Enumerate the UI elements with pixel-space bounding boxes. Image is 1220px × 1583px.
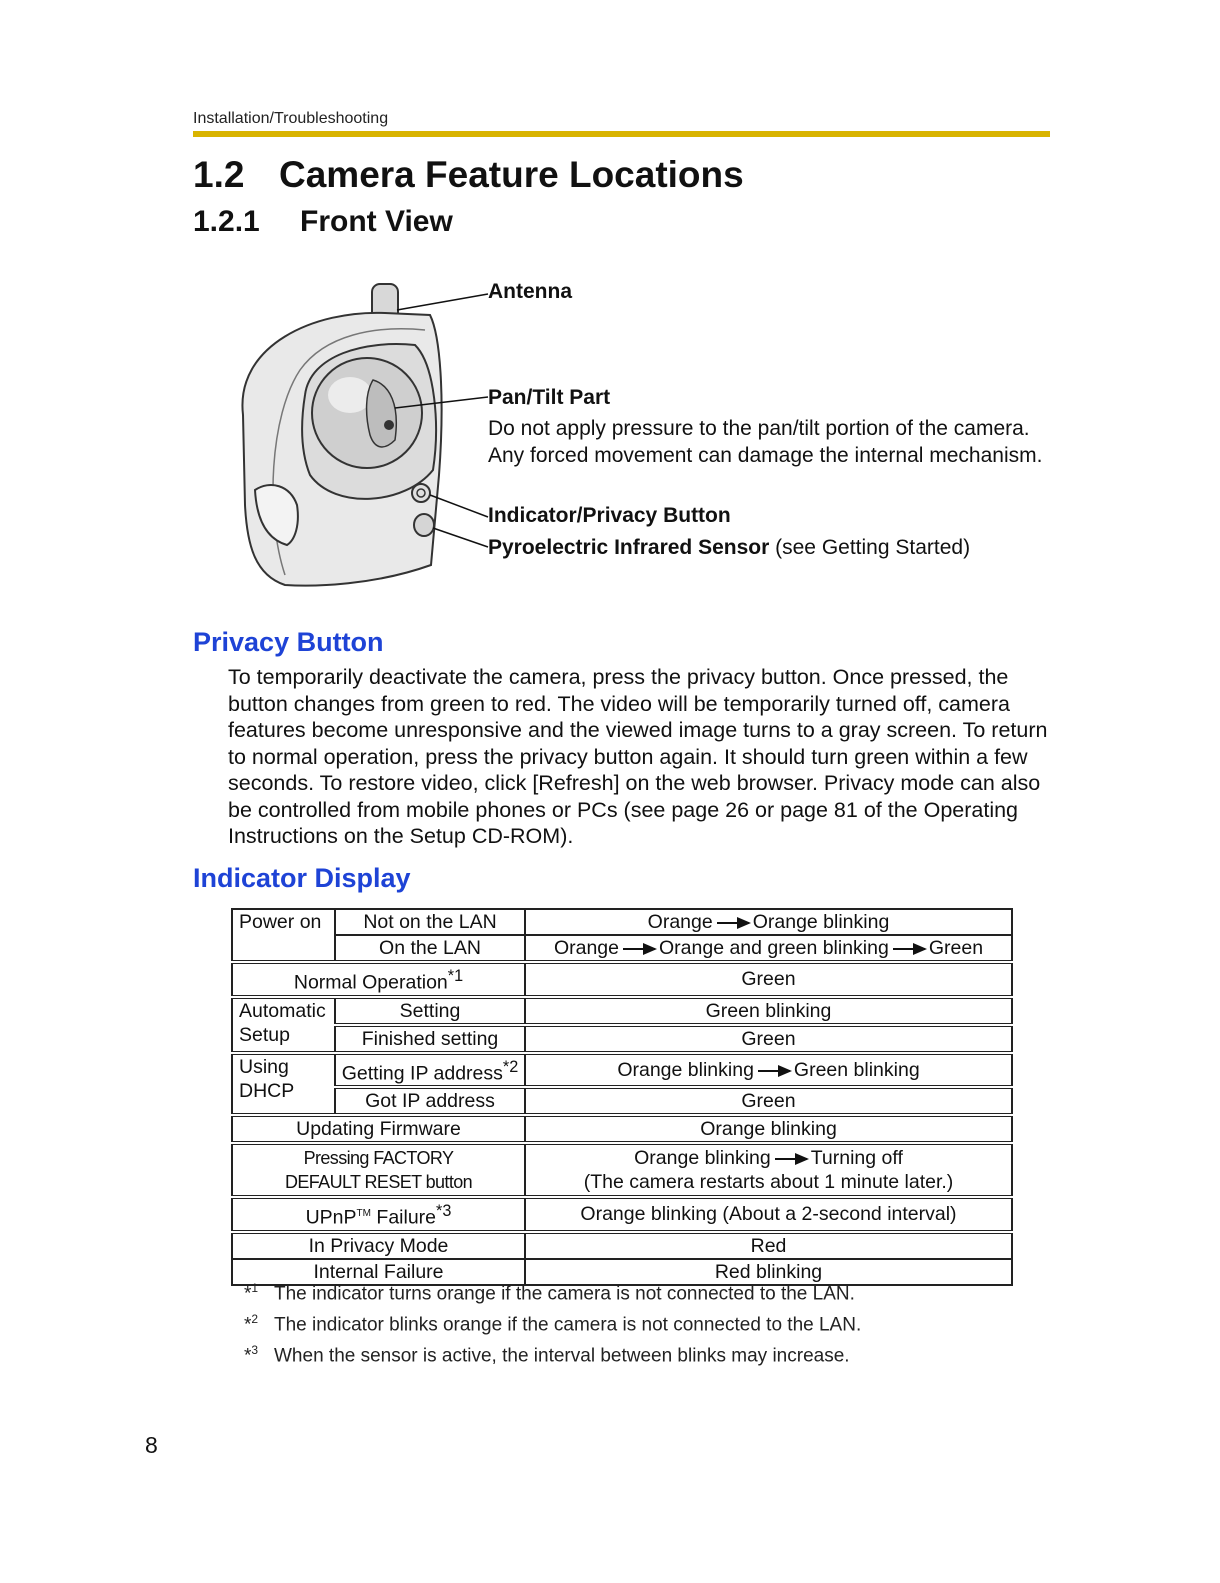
factory-reset-line1: Pressing FACTORY	[303, 1148, 454, 1168]
factory-reset-cell	[232, 1143, 525, 1197]
automatic-setup-cell: Automatic Setup	[232, 997, 335, 1053]
arrow-icon	[775, 1158, 807, 1160]
table-row	[232, 962, 1012, 997]
on-lan-value	[525, 935, 1012, 962]
table-row	[232, 997, 1012, 1025]
footnote-text: The indicator blinks orange if the camera is not connected to the LAN.	[274, 1314, 862, 1336]
camera-figure	[225, 275, 1043, 605]
not-on-lan-value	[525, 909, 1012, 935]
table-row	[232, 1143, 1012, 1197]
page-title	[193, 154, 744, 196]
updating-firmware-value: Orange blinking	[525, 1115, 1012, 1143]
using-dhcp-cell: Using DHCP	[232, 1053, 335, 1116]
value-green: Green	[928, 937, 984, 959]
setting-value: Green blinking	[525, 997, 1012, 1025]
getting-ip-cell	[335, 1053, 525, 1088]
footnote-number: 1	[251, 1281, 259, 1295]
arrow-icon	[623, 948, 655, 950]
footnotes	[244, 1276, 861, 1368]
table-row	[232, 1025, 1012, 1053]
value-orange-blinking: Orange blinking	[617, 1058, 754, 1081]
footnote-text: When the sensor is active, the interval between blinks may increase.	[274, 1344, 850, 1366]
table-row	[232, 909, 1012, 935]
setting-cell: Setting	[335, 997, 525, 1025]
section-label: Installation/Troubleshooting	[193, 110, 389, 127]
not-on-lan-cell: Not on the LAN	[335, 909, 525, 935]
indicator-heading: Indicator Display	[193, 863, 411, 893]
footnote	[244, 1276, 861, 1307]
upnp-failure-value: Orange blinking (About a 2-second interval)	[525, 1197, 1012, 1232]
indicator-table	[231, 908, 1013, 1286]
factory-reset-line2: DEFAULT RESET button	[284, 1172, 473, 1192]
pan-tilt-description: Do not apply pressure to the pan/tilt portion of the camera. Any forced movement can damage the internal mechanism.	[488, 417, 1043, 467]
footnote-mark: *	[244, 1344, 252, 1366]
antenna-callout	[488, 278, 572, 305]
finished-setting-value: Green	[525, 1025, 1012, 1053]
value-turning-off: Turning off	[810, 1147, 903, 1169]
footnote-number: 2	[251, 1311, 259, 1326]
pir-sensor-drawing	[414, 514, 434, 536]
on-lan-cell: On the LAN	[335, 935, 525, 962]
normal-operation-cell	[232, 962, 525, 997]
privacy-heading: Privacy Button	[193, 627, 384, 657]
arrow-icon	[717, 922, 749, 924]
sensor-leader	[433, 528, 488, 547]
value-orange: Orange	[647, 911, 713, 933]
table-row	[232, 1232, 1012, 1259]
value-orange-blinking: Orange blinking	[634, 1147, 771, 1169]
subsection-number: 1.2.1	[193, 205, 260, 238]
footnote-ref: *1	[447, 967, 464, 985]
privacy-mode-value: Red	[525, 1232, 1012, 1259]
power-on-cell: Power on	[232, 909, 335, 962]
header-rule	[193, 131, 1050, 137]
footnote	[244, 1307, 861, 1338]
value-orange-blinking: Orange blinking	[752, 911, 890, 933]
indicator-button-label: Indicator/Privacy Button	[488, 504, 731, 527]
sensor-label: Pyroelectric Infrared Sensor	[488, 536, 770, 559]
value-green-blinking: Green blinking	[793, 1058, 920, 1081]
lens	[384, 420, 394, 430]
value-orange: Orange	[553, 937, 619, 959]
title-text: Camera Feature Locations	[279, 154, 744, 195]
table-row	[232, 935, 1012, 962]
updating-firmware-cell: Updating Firmware	[232, 1115, 525, 1143]
arrow-icon	[758, 1070, 790, 1072]
pan-tilt-label: Pan/Tilt Part	[488, 386, 611, 409]
table-row	[232, 1197, 1012, 1232]
internal-failure-cell: Internal Failure	[232, 1259, 525, 1285]
footnote-ref: *2	[502, 1057, 519, 1076]
indicator-leader	[430, 495, 488, 517]
privacy-mode-cell: In Privacy Mode	[232, 1232, 525, 1259]
indicator-button-drawing	[412, 484, 430, 502]
factory-reset-value-line1	[530, 1146, 1007, 1170]
antenna-label: Antenna	[488, 280, 572, 303]
table-row	[232, 1087, 1012, 1115]
indicator-callout	[488, 502, 731, 529]
normal-operation-value: Green	[525, 962, 1012, 997]
upnp-label: UPnP	[305, 1206, 357, 1229]
footnote-mark: *	[244, 1314, 252, 1336]
privacy-paragraph: To temporarily deactivate the camera, press the privacy button. Once pressed, the button changes from green to red. The video will be temporarily turned off, camera features become unresponsive and the viewed image turns to a gray screen. To return to normal operation, press the privacy button again. It should turn green within a few seconds. To restore video, click [Refresh] on the web browser. Privacy mode can also be controlled from mobile phones or PCs (see page 26 or page 81 of the Operating Instructions on the Setup CD-ROM).	[228, 665, 1048, 848]
sensor-note: (see Getting Started)	[769, 536, 971, 559]
sensor-callout	[488, 534, 970, 561]
footnote-number: 3	[251, 1342, 259, 1357]
upnp-failure-cell	[232, 1197, 525, 1232]
footnote-text: The indicator turns orange if the camera is not connected to the LAN.	[274, 1283, 855, 1305]
arrow-icon	[893, 948, 925, 950]
finished-setting-cell: Finished setting	[335, 1025, 525, 1053]
table-row	[232, 1115, 1012, 1143]
title-number: 1.2	[193, 154, 245, 195]
trademark: TM	[356, 1208, 371, 1219]
subsection-text: Front View	[300, 205, 453, 238]
table-row	[232, 1053, 1012, 1088]
footnote-mark: *	[244, 1283, 252, 1305]
getting-ip-label: Getting IP address	[341, 1062, 503, 1084]
value-orange-green-blinking: Orange and green blinking	[659, 937, 889, 959]
got-ip-cell: Got IP address	[335, 1087, 525, 1115]
subsection-title	[193, 205, 453, 239]
pan-tilt-callout	[488, 384, 1058, 469]
internal-failure-value: Red blinking	[525, 1259, 1012, 1285]
footnote-ref: *3	[436, 1202, 452, 1220]
normal-operation-label: Normal Operation	[293, 971, 448, 994]
failure-label: Failure	[371, 1206, 437, 1229]
restart-note: (The camera restarts about 1 minute later.)	[583, 1171, 954, 1193]
factory-reset-value	[525, 1143, 1012, 1197]
antenna-leader	[397, 294, 488, 310]
footnote	[244, 1338, 861, 1369]
getting-ip-value	[525, 1053, 1012, 1088]
got-ip-value: Green	[525, 1087, 1012, 1115]
page-number: 8	[145, 1432, 158, 1458]
